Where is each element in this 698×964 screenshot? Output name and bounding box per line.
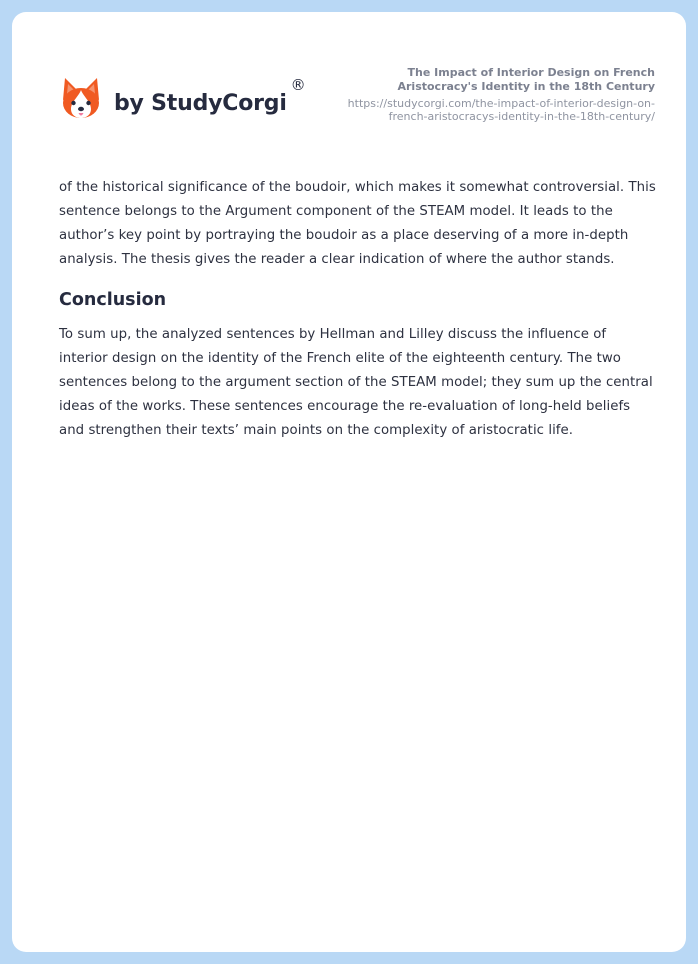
document-content (59, 176, 659, 443)
document-meta (325, 66, 655, 123)
document-title: The Impact of Interior Design on French Aristocracy's Identity in the 18th Century (397, 66, 655, 93)
document-page (12, 12, 686, 952)
conclusion-heading: Conclusion (59, 290, 167, 310)
studycorgi-logo[interactable] (60, 76, 306, 122)
corgi-icon (60, 76, 102, 122)
brand-name: by StudyCorgi (114, 90, 287, 116)
document-url[interactable]: https://studycorgi.com/the-impact-of-interior-design-on-french-aristocracys-identity-in-the-18th-century/ (347, 97, 655, 123)
conclusion-paragraph: To sum up, the analyzed sentences by Hellman and Lilley discuss the influence of interior design on the identity of the French elite of the eighteenth century. The two sentences belong to the argument section of the STEAM model; they sum up the central ideas of the works. These sentences encourage the re-evaluation of long-held beliefs and strengthen their texts’ main points on the complexity of aristocratic life. (59, 327, 653, 438)
intro-paragraph: of the historical significance of the boudoir, which makes it somewhat controversial. This sentence belongs to the Argument component of the STEAM model. It leads to the author’s key point by portraying the boudoir as a place deserving of a more in-depth analysis. The thesis gives the reader a clear indication of where the author stands. (59, 180, 656, 267)
registered-mark: ® (290, 76, 306, 94)
